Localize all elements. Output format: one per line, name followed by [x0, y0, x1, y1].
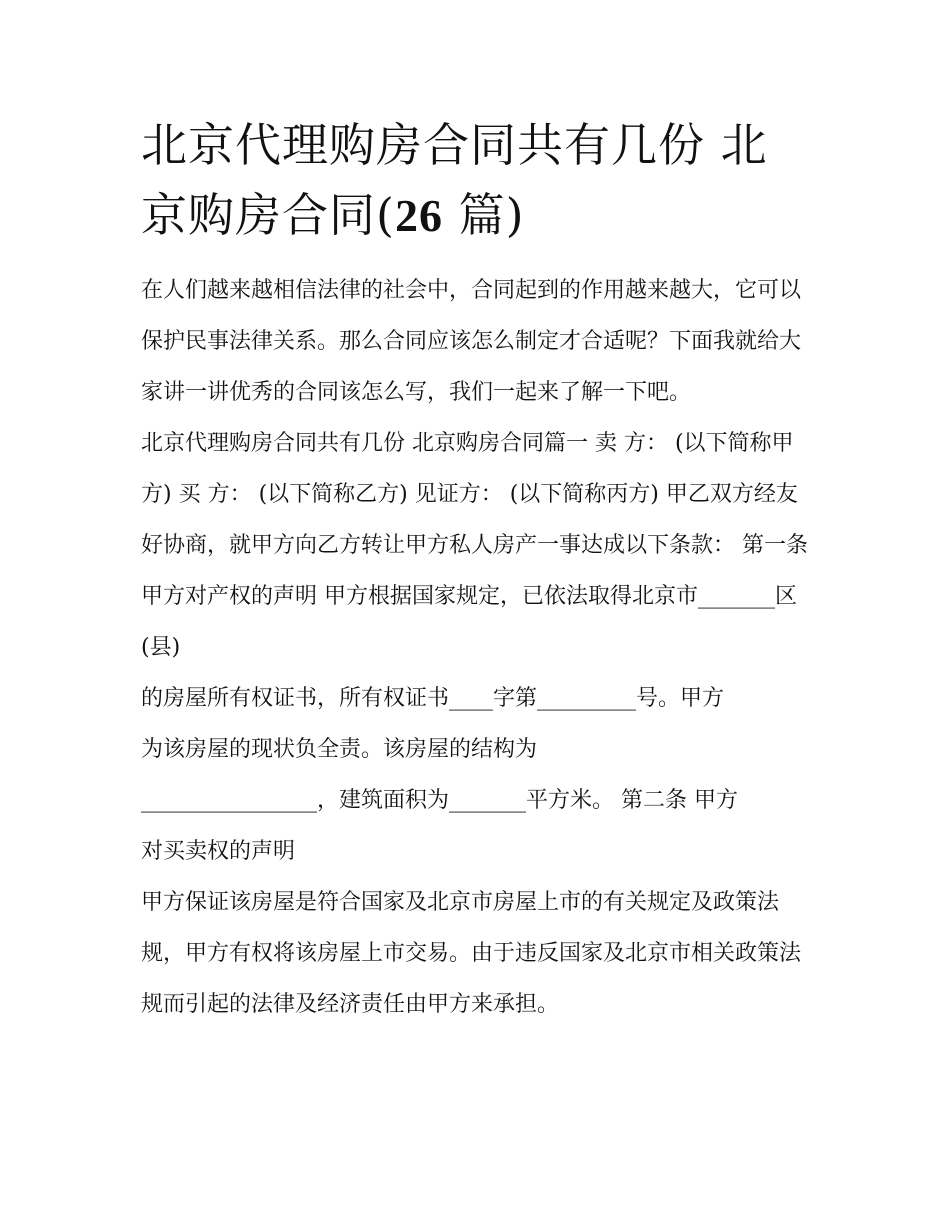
area-line: ________________，建筑面积为_______平方米。 第二条 甲方	[141, 788, 738, 813]
document-title	[141, 110, 811, 251]
title-count: 26	[394, 190, 443, 241]
title-text-part2: 篇)	[442, 188, 525, 242]
ownership-certificate-line: 的房屋所有权证书，所有权证书____字第_________号。甲方	[141, 686, 725, 711]
structure-line: 为该房屋的现状负全责。该房屋的结构为	[141, 737, 538, 762]
article-2-heading-line: 对买卖权的声明	[141, 839, 296, 864]
title-text-part1: 北京代理购房合同共有几份 北京购房合同(	[141, 118, 768, 242]
section-2-paragraph: 甲方保证该房屋是符合国家及北京市房屋上市的有关规定及政策法规，甲方有权将该房屋上市交易。由于违反国家及北京市相关政策法规而引起的法律及经济责任由甲方来承担。	[141, 890, 802, 1017]
document-body	[141, 110, 815, 1030]
intro-paragraph: 在人们越来越相信法律的社会中，合同起到的作用越来越大，它可以保护民事法律关系。那么合同应该怎么制定才合适呢？下面我就给大家讲一讲优秀的合同该怎么写，我们一起来了解一下吧。	[141, 278, 802, 405]
section-1-paragraph: 北京代理购房合同共有几份 北京购房合同篇一 卖 方： (以下简称甲方) 买 方： (以下简称乙方) 见证方： (以下简称丙方) 甲乙双方经友好协商，就甲方向乙方转让甲方私人房产一事达成以下条款： 第一条 甲方对产权的声明 甲方根据国家规定，已依法取得北京市_______区(县)	[141, 431, 815, 660]
